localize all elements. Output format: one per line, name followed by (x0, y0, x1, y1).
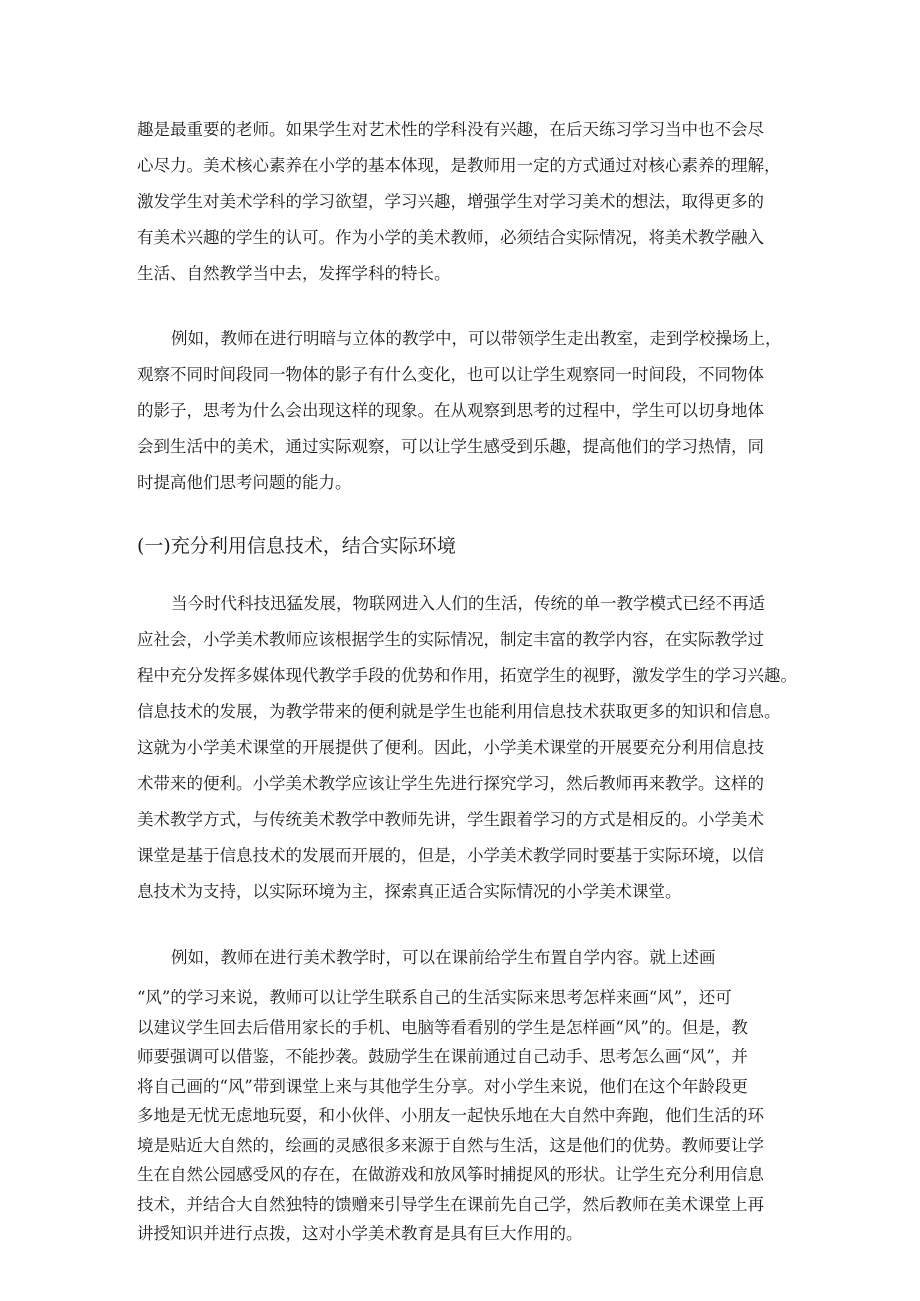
text-line: 境是贴近大自然的，绘画的灵感很多来源于自然与生活，这是他们的优势。教师要让学 (137, 1135, 764, 1155)
text-line: 将自己画的“风”带到课堂上来与其他学生分享。对小学生来说，他们在这个年龄段更 (137, 1076, 748, 1096)
text-line: 例如，教师在进行美术教学时，可以在课前给学生布置自学内容。就上述画 (171, 948, 716, 967)
text-line: 术带来的便利。小学美术教学应该让学生先进行探究学习，然后教师再来教学。这样的 (137, 774, 764, 793)
text-line: 技术，并结合大自然独特的馈赠来引导学生在课前先自己学，然后教师在美术课堂上再 (137, 1194, 764, 1214)
paragraph-3 (137, 586, 797, 910)
text-line: 激发学生对美术学科的学习欲望，学习兴趣，增强学生对学习美术的想法，取得更多的 (137, 192, 764, 211)
text-line: 这就为小学美术课堂的开展提供了便利。因此，小学美术课堂的开展要充分利用信息技 (137, 738, 764, 757)
text-line: 讲授知识并进行点拨，这对小学美术教育是具有巨大作用的。 (137, 1224, 583, 1243)
section-heading: (一)充分利用信息技术，结合实际环境 (137, 535, 456, 557)
text-line: 课堂是基于信息技术的发展而开展的，但是，小学美术教学同时要基于实际环境，以信 (137, 846, 764, 865)
text-line: 多地是无忧无虑地玩耍，和小伙伴、小朋友一起快乐地在大自然中奔跑，他们生活的环 (137, 1106, 764, 1125)
text-line: 例如，教师在进行明暗与立体的教学中，可以带领学生走出教室，走到学校操场上， (171, 329, 782, 348)
text-line: 师要强调可以借鉴，不能抄袭。鼓励学生在课前通过自己动手、思考怎么画“风”，并 (137, 1047, 748, 1066)
text-line: 程中充分发挥多媒体现代教学手段的优势和作用，拓宽学生的视野，激发学生的学习兴趣。 (137, 666, 797, 685)
text-line: 息技术为支持，以实际环境为主，探索真正适合实际情况的小学美术课堂。 (137, 882, 682, 901)
paragraph-2 (137, 321, 787, 501)
paragraph-1 (137, 112, 787, 292)
text-line: “风”的学习来说，教师可以让学生联系自己的生活实际来思考怎样来画“风”，还可 (137, 988, 732, 1007)
paragraph-4 (137, 940, 787, 976)
text-line: 应社会，小学美术教师应该根据学生的实际情况，制定丰富的教学内容，在实际教学过 (137, 630, 764, 649)
text-line: 生活、自然教学当中去，发挥学科的特长。 (137, 264, 451, 283)
text-line: 美术教学方式，与传统美术教学中教师先讲，学生跟着学习的方式是相反的。小学美术 (137, 810, 764, 829)
text-line: 趣是最重要的老师。如果学生对艺术性的学科没有兴趣，在后天练习学习当中也不会尽 (137, 120, 764, 139)
text-line: 信息技术的发展，为教学带来的便利就是学生也能利用信息技术获取更多的知识和信息。 (137, 702, 781, 721)
text-line: 以建议学生回去后借用家长的手机、电脑等看看别的学生是怎样画“风”的。但是，教 (137, 1017, 748, 1037)
text-line: 的影子，思考为什么会出现这样的现象。在从观察到思考的过程中，学生可以切身地体 (137, 401, 764, 420)
text-line: 时提高他们思考问题的能力。 (137, 473, 352, 492)
text-line: 生在自然公园感受风的存在，在做游戏和放风筝时捕捉风的形状。让学生充分利用信息 (137, 1165, 764, 1184)
paragraph-5 (137, 983, 787, 1249)
text-line: 心尽力。美术核心素养在小学的基本体现，是教师用一定的方式通过对核心素养的理解， (137, 156, 781, 175)
text-line: 有美术兴趣的学生的认可。作为小学的美术教师，必须结合实际情况，将美术教学融入 (137, 228, 764, 247)
text-line: 当今时代科技迅猛发展，物联网进入人们的生活，传统的单一教学模式已经不再适 (171, 594, 765, 613)
text-line: 观察不同时间段同一物体的影子有什么变化，也可以让学生观察同一时间段，不同物体 (137, 365, 764, 384)
text-line: 会到生活中的美术，通过实际观察，可以让学生感受到乐趣，提高他们的学习热情，同 (137, 437, 764, 456)
